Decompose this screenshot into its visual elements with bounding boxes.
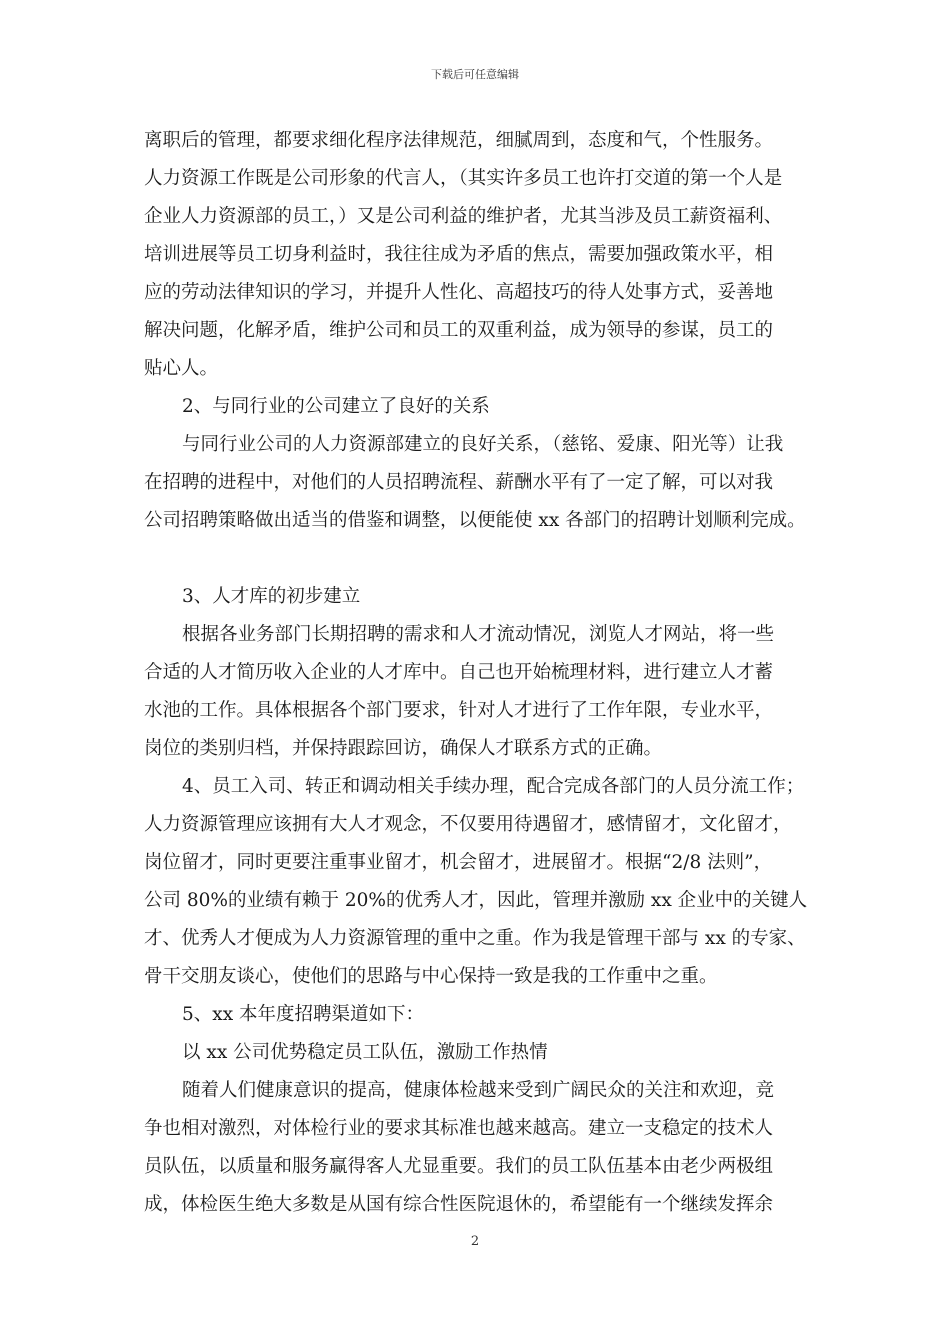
text-line: 水池的工作。具体根据各个部门要求，针对人才进行了工作年限，专业水平， (144, 700, 774, 721)
section-heading: 4、员工入司、转正和调动相关手续办理，配合完成各部门的人员分流工作； (182, 776, 805, 797)
text-line: 解决问题，化解矛盾，维护公司和员工的双重利益，成为领导的参谋，员工的 (144, 320, 774, 341)
section-heading: 5、xx 本年度招聘渠道如下： (182, 1004, 425, 1025)
text-line: 才、优秀人才便成为人力资源管理的重中之重。作为我是管理干部与 xx 的专家、 (144, 928, 806, 949)
text-line: 公司招聘策略做出适当的借鉴和调整，以便能使 xx 各部门的招聘计划顺利完成。 (144, 510, 806, 531)
text-line: 根据各业务部门长期招聘的需求和人才流动情况，浏览人才网站，将一些 (182, 624, 775, 645)
text-line: 公司 80%的业绩有赖于 20%的优秀人才，因此，管理并激励 xx 企业中的关键人 (144, 890, 808, 911)
text-line: 员队伍，以质量和服务赢得客人尤显重要。我们的员工队伍基本由老少两极组 (144, 1156, 774, 1177)
text-line: 与同行业公司的人力资源部建立的良好关系，（慈铭、爱康、阳光等）让我 (182, 434, 784, 455)
page-number: 2 (470, 1234, 480, 1249)
text-line: 离职后的管理，都要求细化程序法律规范，细腻周到，态度和气，个性服务。 (144, 130, 774, 151)
text-line: 成，体检医生绝大多数是从国有综合性医院退休的，希望能有一个继续发挥余 (144, 1194, 774, 1215)
page-header: 下载后可任意编辑 (431, 68, 519, 81)
text-line: 在招聘的进程中，对他们的人员招聘流程、薪酬水平有了一定了解，可以对我 (144, 472, 774, 493)
text-line: 以 xx 公司优势稳定员工队伍，激励工作热情 (182, 1042, 548, 1063)
text-line: 岗位的类别归档，并保持跟踪回访，确保人才联系方式的正确。 (144, 738, 663, 759)
document-body (144, 122, 824, 1224)
paragraph-gap (144, 540, 824, 578)
text-line: 培训进展等员工切身利益时，我往往成为矛盾的焦点，需要加强政策水平，相 (144, 244, 774, 265)
section-heading: 3、人才库的初步建立 (182, 586, 361, 607)
text-line: 合适的人才简历收入企业的人才库中。自己也开始梳理材料，进行建立人才蓄 (144, 662, 774, 683)
text-line: 随着人们健康意识的提高，健康体检越来受到广阔民众的关注和欢迎，竞 (182, 1080, 775, 1101)
text-line: 贴心人。 (144, 358, 219, 379)
text-line: 岗位留才，同时更要注重事业留才，机会留才，进展留才。根据“2/8 法则”， (144, 852, 773, 873)
text-line: 骨干交朋友谈心，使他们的思路与中心保持一致是我的工作重中之重。 (144, 966, 718, 987)
section-heading: 2、与同行业的公司建立了良好的关系 (182, 396, 490, 417)
text-line: 应的劳动法律知识的学习，并提升人性化、高超技巧的待人处事方式，妥善地 (144, 282, 774, 303)
text-line: 人力资源工作既是公司形象的代言人，（其实许多员工也许打交道的第一个人是 (144, 168, 783, 189)
text-line: 企业人力资源部的员工，）又是公司利益的维护者，尤其当涉及员工薪资福利、 (144, 206, 783, 227)
text-line: 争也相对激烈，对体检行业的要求其标准也越来越高。建立一支稳定的技术人 (144, 1118, 774, 1139)
text-line: 人力资源管理应该拥有大人才观念，不仅要用待遇留才，感情留才，文化留才， (144, 814, 792, 835)
